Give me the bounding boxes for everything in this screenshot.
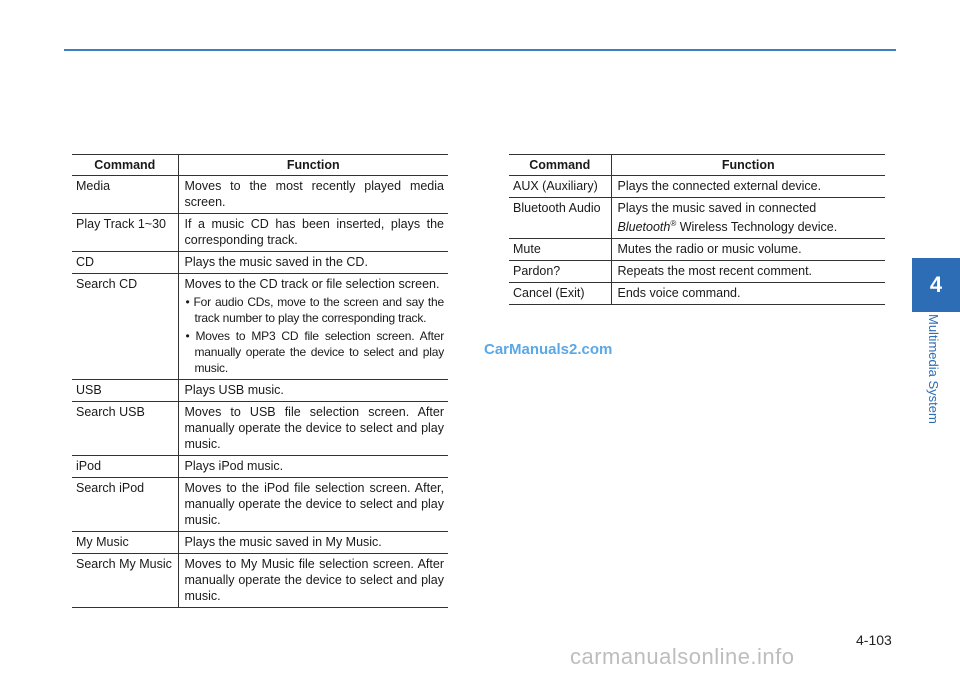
command-cell: USB: [72, 380, 178, 402]
header-command: Command: [509, 155, 611, 176]
command-cell: Bluetooth Audio: [509, 198, 611, 239]
command-cell: Pardon?: [509, 261, 611, 283]
table-row: [72, 214, 448, 252]
chapter-tab[interactable]: [912, 258, 960, 312]
footer-watermark: carmanualsonline.info: [570, 644, 795, 669]
top-rule: [64, 49, 896, 51]
function-text: Plays the music saved in connected: [617, 201, 817, 215]
function-text: Moves to the most recently played media screen.: [184, 179, 444, 209]
function-cell: Ends voice command.: [611, 283, 885, 305]
chapter-title: Multimedia System: [926, 314, 941, 424]
function-cell: [178, 252, 448, 274]
function-cell: [178, 554, 448, 608]
command-cell: Cancel (Exit): [509, 283, 611, 305]
header-function: Function: [178, 155, 448, 176]
function-cell: [178, 402, 448, 456]
table-row: [509, 176, 885, 198]
table-row: [72, 252, 448, 274]
function-cell: Plays the connected external device.: [611, 176, 885, 198]
function-cell: [178, 456, 448, 478]
function-text: Moves to the CD track or file selection screen.: [184, 277, 440, 291]
function-text: Moves to the iPod file selection screen. After, manually operate the device to select and play music.: [184, 481, 444, 527]
bullet-icon: •: [185, 329, 196, 343]
function-text: Moves to USB file selection screen. After manually operate the device to select and play music.: [184, 405, 444, 451]
registered-mark: ®: [670, 219, 677, 228]
table-row: [509, 198, 885, 239]
function-text: Plays the music saved in My Music.: [184, 535, 382, 549]
table-row: [72, 274, 448, 380]
table-row: [72, 176, 448, 214]
bullet-item: [185, 294, 445, 326]
command-cell: AUX (Auxiliary): [509, 176, 611, 198]
command-cell: Search CD: [72, 274, 178, 380]
function-cell: [178, 176, 448, 214]
command-cell: CD: [72, 252, 178, 274]
function-cell: [178, 380, 448, 402]
table-row: [509, 283, 885, 305]
table-row: [509, 261, 885, 283]
command-cell: Search USB: [72, 402, 178, 456]
function-text: Moves to My Music file selection screen. After manually operate the device to select and play music.: [184, 557, 444, 603]
header-function: Function: [611, 155, 885, 176]
chapter-number: 4: [929, 272, 943, 297]
function-cell: Mutes the radio or music volume.: [611, 239, 885, 261]
command-cell: Play Track 1~30: [72, 214, 178, 252]
command-cell: Media: [72, 176, 178, 214]
function-cell: [611, 198, 885, 239]
table-header-row: [509, 155, 885, 176]
command-cell: Mute: [509, 239, 611, 261]
bullet-text: Moves to MP3 CD file selection screen. After manually operate the device to select and play music.: [194, 329, 444, 375]
page-number: 4-103: [856, 632, 892, 648]
function-cell: Repeats the most recent comment.: [611, 261, 885, 283]
watermark: CarManuals2.com: [484, 341, 613, 358]
left-command-table: [72, 154, 448, 608]
table-row: [72, 478, 448, 532]
table-row: [509, 239, 885, 261]
bluetooth-word: Bluetooth: [617, 220, 671, 235]
table-row: [72, 380, 448, 402]
table-header-row: [72, 155, 448, 176]
chapter-title-vertical: [917, 314, 945, 444]
command-cell: iPod: [72, 456, 178, 478]
bullet-item: [185, 328, 445, 376]
function-text: Plays USB music.: [184, 383, 284, 397]
bullet-text: For audio CDs, move to the screen and say the track number to play the corresponding track.: [193, 295, 444, 325]
command-cell: Search iPod: [72, 478, 178, 532]
function-text: Plays iPod music.: [184, 459, 284, 473]
table-row: [72, 532, 448, 554]
function-cell: [178, 274, 448, 380]
function-text-end: Wireless Technology device.: [676, 220, 838, 235]
table-row: [72, 456, 448, 478]
right-command-table: [509, 154, 885, 305]
function-cell: [178, 478, 448, 532]
command-cell: Search My Music: [72, 554, 178, 608]
table-row: [72, 402, 448, 456]
function-text: If a music CD has been inserted, plays the corresponding track.: [184, 217, 444, 247]
function-cell: [178, 214, 448, 252]
function-cell: [178, 532, 448, 554]
command-cell: My Music: [72, 532, 178, 554]
function-text: Plays the music saved in the CD.: [184, 255, 368, 269]
table-row: [72, 554, 448, 608]
bullet-icon: •: [185, 295, 194, 309]
header-command: Command: [72, 155, 178, 176]
